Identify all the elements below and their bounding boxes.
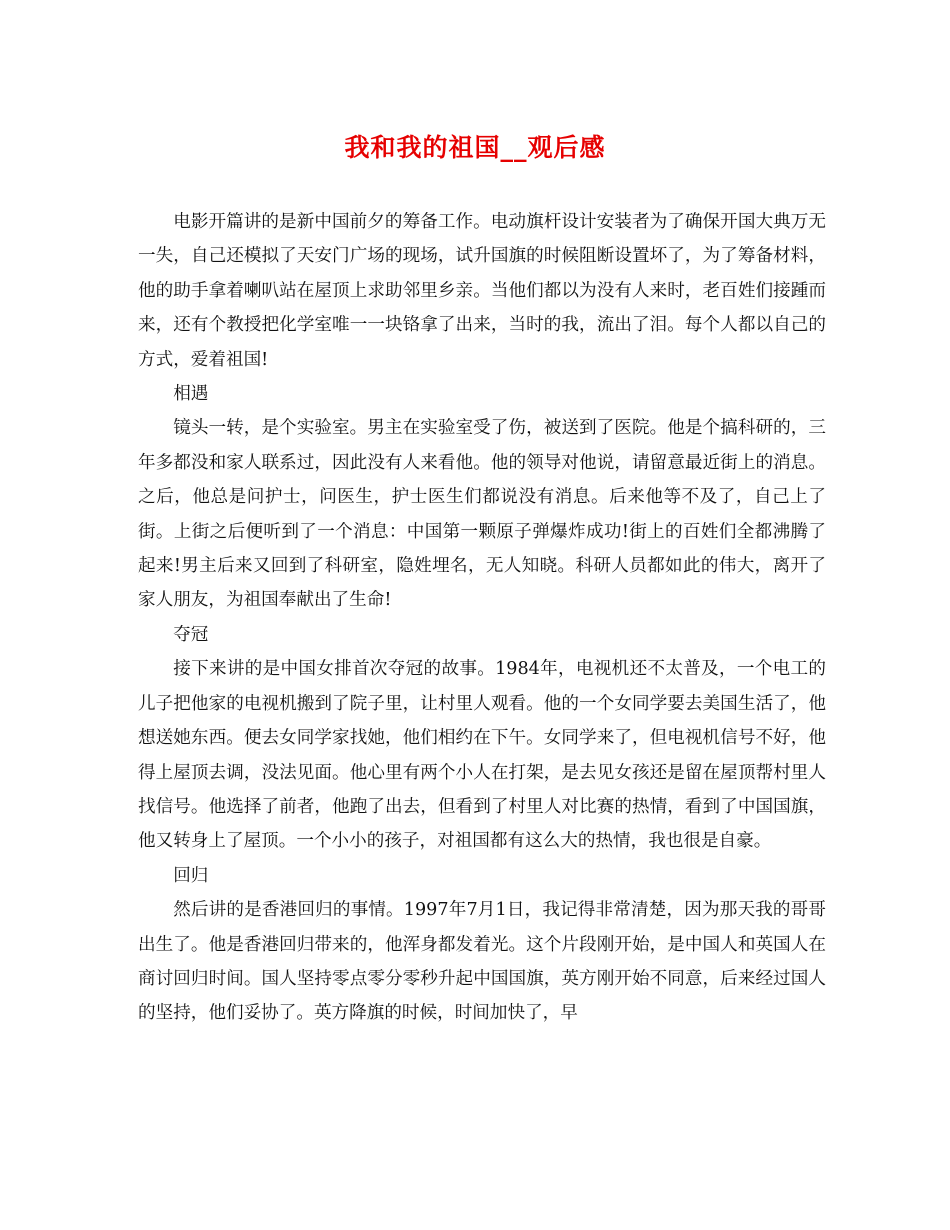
section-heading-encounter: 相遇 (173, 384, 209, 405)
paragraph-encounter: 镜头一转，是个实验室。男主在实验室受了伤，被送到了医院。他是个搞科研的，三年多都没和家人联系过，因此没有人来看他。他的领导对他说，请留意最近街上的消息。之后，他总是问护士，问医生，护士医生们都说没有消息。后来他等不及了，自己上了街。上街之后便听到了一个消息：中国第一颗原子弹爆炸成功!街上的百姓们全都沸腾了起来!男主后来又回到了科研室，隐姓埋名，无人知晓。科研人员都如此的伟大，离开了家人朋友，为祖国奉献出了生命! (138, 418, 826, 611)
document-body (138, 205, 826, 1031)
paragraph-return: 然后讲的是香港回归的事情。1997年7月1日，我记得非常清楚，因为那天我的哥哥出生了。他是香港回归带来的，他浑身都发着光。这个片段刚开始，是中国人和英国人在商讨回归时间。国人坚持零点零分零秒升起中国国旗，英方刚开始不同意，后来经过国人的坚持，他们妥协了。英方降旗的时候，时间加快了，早 (138, 900, 826, 1024)
section-heading-championship: 夺冠 (173, 624, 209, 645)
section-heading-return: 回归 (173, 865, 209, 886)
paragraph-championship: 接下来讲的是中国女排首次夺冠的故事。1984年，电视机还不太普及，一个电工的儿子把他家的电视机搬到了院子里，让村里人观看。他的一个女同学要去美国生活了，他想送她东西。便去女同学家找她，他们相约在下午。女同学来了，但电视机信号不好，他得上屋顶去调，没法见面。他心里有两个小人在打架，是去见女孩还是留在屋顶帮村里人找信号。他选择了前者，他跑了出去，但看到了村里人对比赛的热情，看到了中国国旗，他又转身上了屋顶。一个小小的孩子，对祖国都有这么大的热情，我也很是自豪。 (138, 659, 826, 852)
paragraph-intro: 电影开篇讲的是新中国前夕的筹备工作。电动旗杆设计安装者为了确保开国大典万无一失，自己还模拟了天安门广场的现场，试升国旗的时候阻断设置坏了，为了筹备材料，他的助手拿着喇叭站在屋顶上求助邻里乡亲。当他们都以为没有人来时，老百姓们接踵而来，还有个教授把化学室唯一一块铬拿了出来，当时的我，流出了泪。每个人都以自己的方式，爱着祖国! (138, 212, 826, 370)
document-title: 我和我的祖国__观后感 (344, 133, 606, 162)
